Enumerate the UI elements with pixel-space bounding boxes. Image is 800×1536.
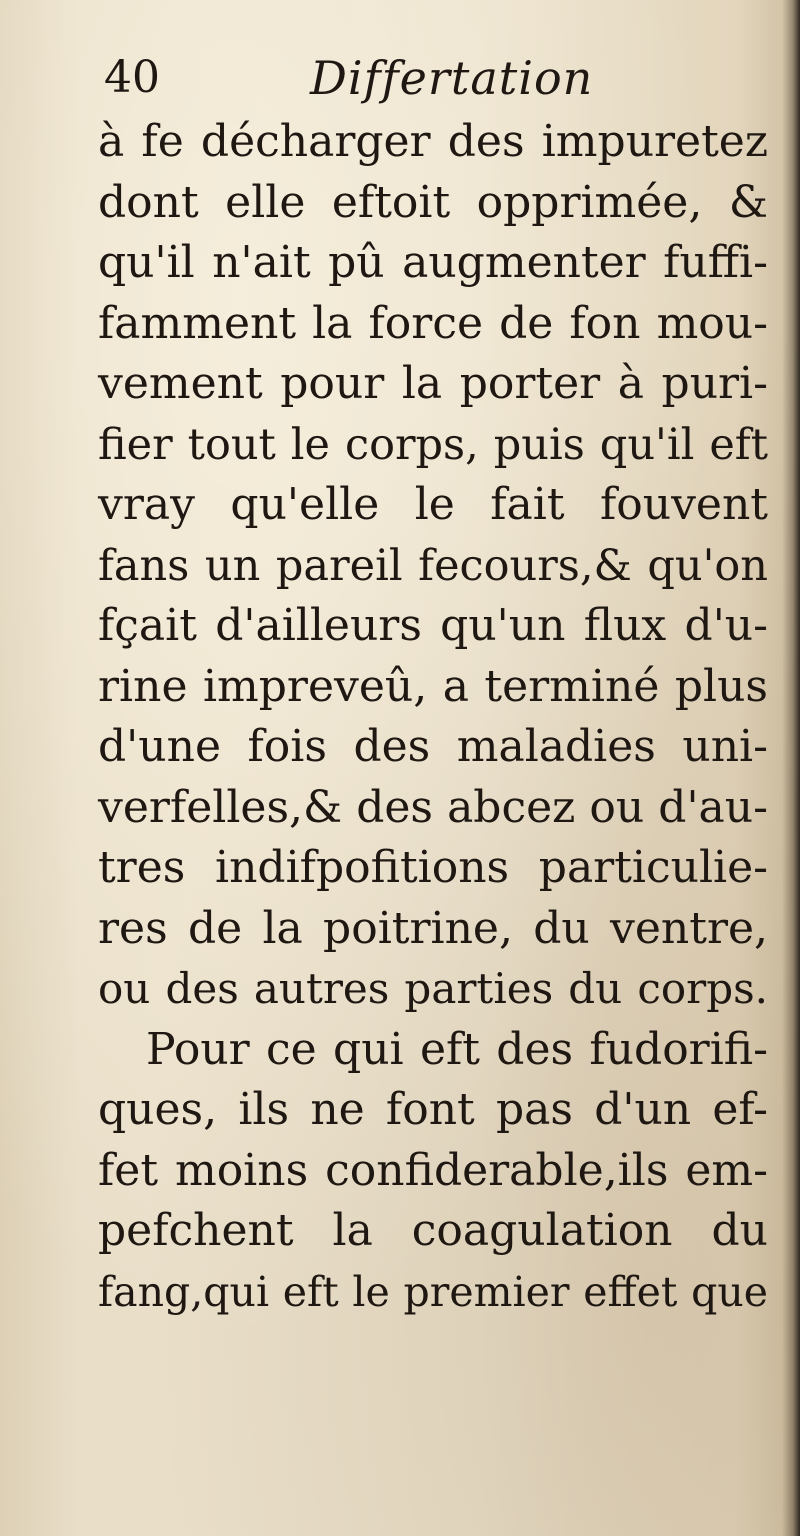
text-line: fier tout le corps, puis qu'il eft <box>98 419 768 470</box>
text-line: fçait d'ailleurs qu'un flux d'u- <box>98 600 768 651</box>
text-line: ou des autres parties du corps. <box>98 964 768 1013</box>
text-line: vray qu'elle le fait fouvent <box>98 479 768 530</box>
text-line: pefchent la coagulation du <box>98 1205 768 1256</box>
text-line: vement pour la porter à puri- <box>98 358 768 409</box>
text-line: famment la force de fon mou- <box>98 297 768 349</box>
text-line: qu'il n'ait pû augmenter fuffi- <box>98 237 768 288</box>
text-line: verfelles,& des abcez ou d'au- <box>98 781 768 833</box>
text-line: à fe décharger des impuretez <box>98 116 768 167</box>
body-text <box>98 112 768 1322</box>
text-line: fet moins confiderable,ils em- <box>98 1144 768 1196</box>
text-line: fans un pareil fecours,& qu'on <box>98 540 768 591</box>
text-line: dont elle eftoit opprimée, & <box>98 176 768 228</box>
paragraph-first-line: Pour ce qui eft des fudorifi- <box>146 1023 768 1075</box>
text-line: rine impreveû, a terminé plus <box>98 660 768 712</box>
text-line: ques, ils ne font pas d'un ef- <box>98 1084 768 1135</box>
page-edge-shadow <box>782 0 800 1536</box>
text-line: tres indifpofitions particulie- <box>98 842 768 893</box>
running-title: Differtation <box>310 51 594 105</box>
text-line: fang,qui eft le premier effet que <box>98 1267 768 1316</box>
page-number: 40 <box>104 52 160 103</box>
text-line: res de la poitrine, du ventre, <box>98 902 768 954</box>
running-head <box>104 50 704 106</box>
text-line: d'une fois des maladies uni- <box>98 721 768 772</box>
